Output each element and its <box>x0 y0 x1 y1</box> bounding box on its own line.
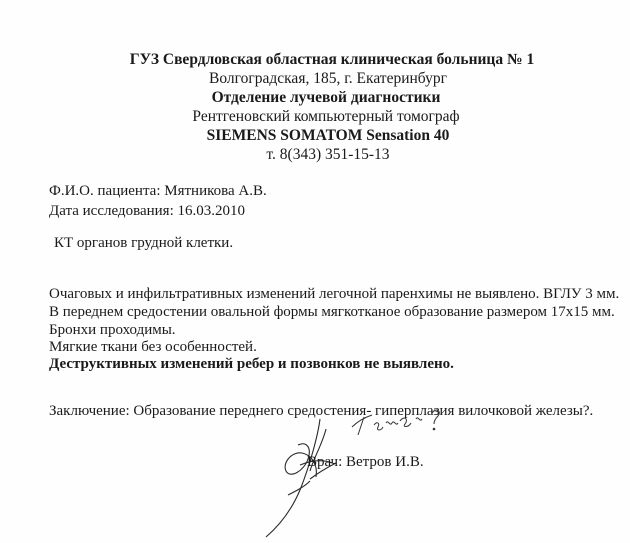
hospital-address: Волгоградская, 185, г. Екатеринбург <box>209 70 447 87</box>
device-model: SIEMENS SOMATOM Sensation 40 <box>206 127 450 144</box>
signature-strokes <box>266 419 336 537</box>
finding-bold-line: Деструктивных изменений ребер и позвонков не выявлено. <box>49 356 454 372</box>
handwritten-signature <box>240 405 470 543</box>
department-name: Отделение лучевой диагностики <box>211 89 441 106</box>
finding-line: Бронхи проходимы. <box>49 322 176 338</box>
phone-number: т. 8(343) 351-15-13 <box>266 146 390 163</box>
hospital-name: ГУЗ Свердловская областная клиническая больница № 1 <box>129 51 535 68</box>
doctor-signature-line: Врач: Ветров И.В. <box>307 454 424 470</box>
document-header <box>0 50 630 164</box>
finding-line: Очаговых и инфильтративных изменений легочной паренхимы не выявлено. ВГЛУ 3 мм. <box>49 286 620 302</box>
study-date: Дата исследования: 16.03.2010 <box>49 203 245 219</box>
finding-line: В переднем средостении овальной формы мягкотканое образование размером 17х15 мм. <box>49 304 615 320</box>
conclusion: Заключение: Образование переднего средостения- гиперплазия вилочковой железы?. <box>49 403 594 419</box>
device-type: Рентгеновский компьютерный томограф <box>192 108 460 125</box>
study-title: КТ органов грудной клетки. <box>54 235 234 251</box>
patient-name: Ф.И.О. пациента: Мятникова А.В. <box>49 183 267 199</box>
finding-line: Мягкие ткани без особенностей. <box>49 339 257 355</box>
handwritten-note <box>352 410 439 435</box>
